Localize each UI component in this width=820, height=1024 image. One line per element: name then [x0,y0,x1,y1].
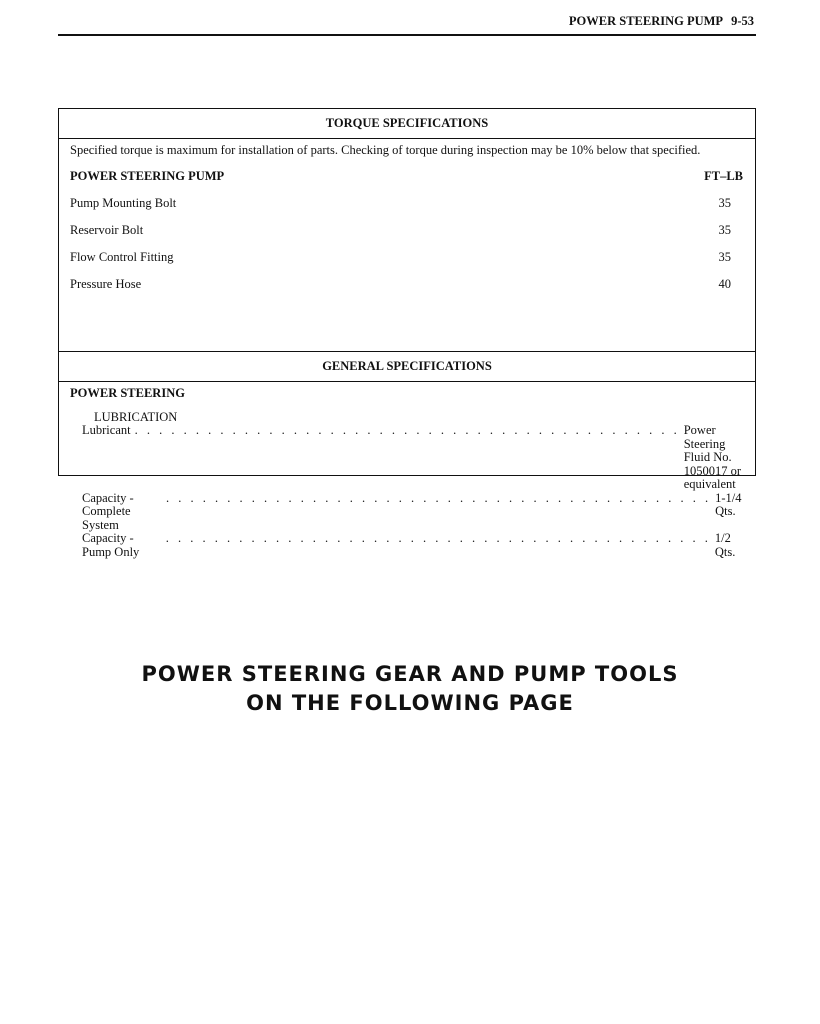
item: Pump Mounting Bolt [70,196,177,210]
notice-heading [0,660,820,718]
item: Capacity - Complete System [82,490,134,532]
page-number: 9-53 [731,14,754,28]
col-item: POWER STEERING PUMP [70,169,225,183]
leader-dots: . . . . . . . . . . . . . . . . . . . . . . . . . . . . . . . . . . . . . . . . . . . . . [165,490,712,505]
col-unit: FT–LB [704,169,743,183]
value: 35 [718,223,731,237]
item: Capacity - Pump Only [82,531,140,559]
spec-line [59,492,755,533]
running-header [561,14,754,29]
value: 1/2 Qts. [714,531,736,559]
torque-note: Specified torque is maximum for installation of parts. Checking of torque during inspection may be 10% below that specified. [70,143,701,157]
leader-dots: . . . . . . . . . . . . . . . . . . . . . . . . . . . . . . . . . . . . . . . . . . . . . [134,423,680,437]
item: Pressure Hose [70,277,142,291]
spec-line [59,424,755,492]
header-rule [58,34,756,36]
value: 35 [718,196,731,210]
table-row [59,244,755,271]
value: Power Steering Fluid No. 1050017 or equivalent [683,423,742,491]
notice-line-1: POWER STEERING GEAR AND PUMP TOOLS [141,662,679,686]
leader-dots: . . . . . . . . . . . . . . . . . . . . . . . . . . . . . . . . . . . . . . . . . . . . . [165,531,711,545]
spec-table [58,108,756,559]
value: 1-1/4 Qts. [715,490,742,518]
notice-line-2: ON THE FOLLOWING PAGE [246,691,574,715]
general-section [59,351,755,559]
value: 35 [718,250,731,264]
section-heading: POWER STEERING [70,386,185,400]
item: Reservoir Bolt [70,223,144,237]
subsection-heading: LUBRICATION [94,410,178,424]
general-title: GENERAL SPECIFICATIONS [59,352,755,382]
table-row [59,217,755,244]
torque-header-row [59,163,755,190]
table-row [59,190,755,217]
item: Lubricant [82,423,131,437]
header-title: POWER STEERING PUMP [568,14,724,28]
item: Flow Control Fitting [70,250,174,264]
table-row [59,271,755,298]
torque-title: TORQUE SPECIFICATIONS [59,109,755,139]
spec-line [59,532,755,559]
value: 40 [718,277,731,291]
